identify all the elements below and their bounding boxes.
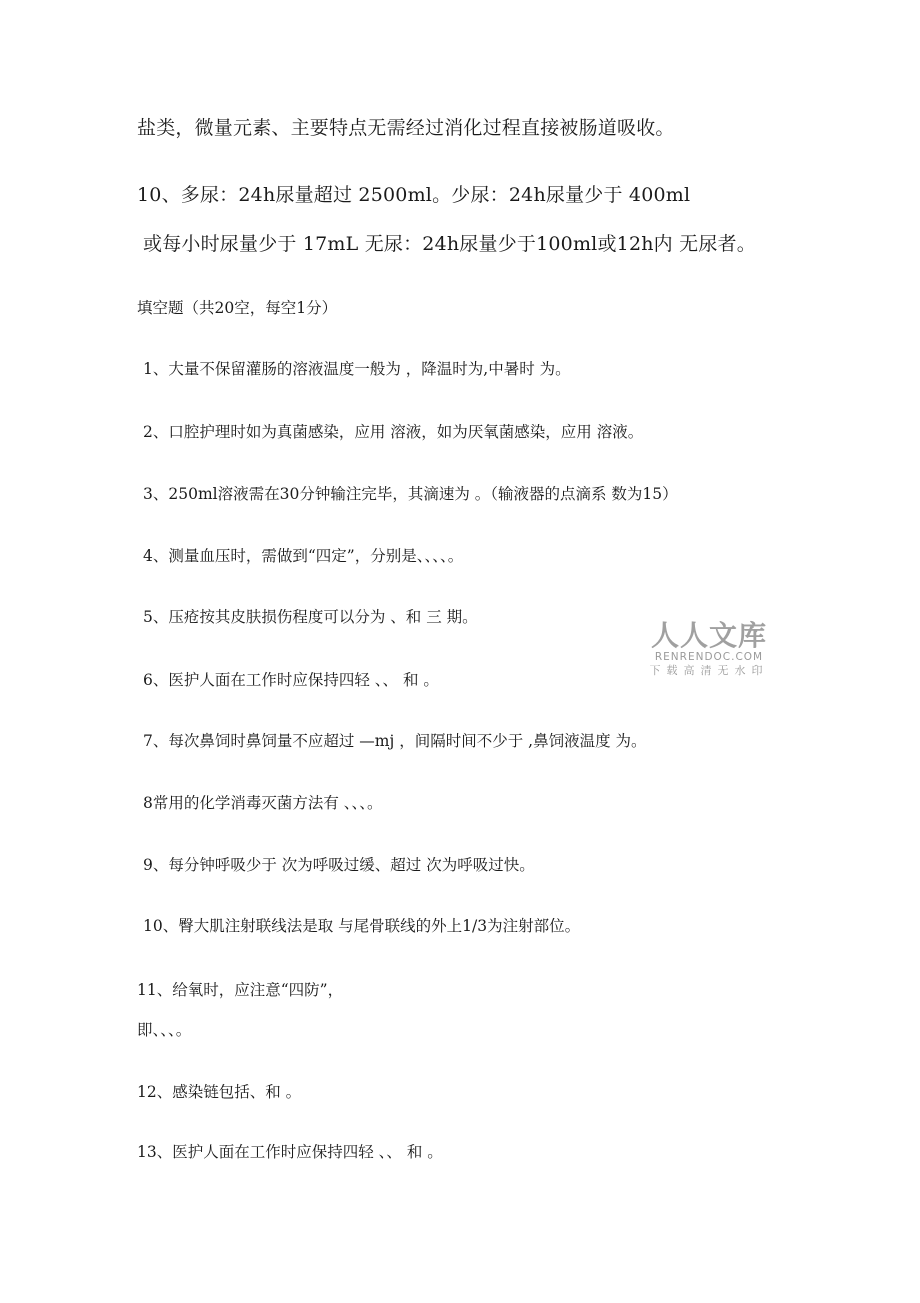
- text-line-salts: 盐类，微量元素、主要特点无需经过消化过程直接被肠道吸收。: [137, 117, 675, 139]
- question-11: 11、给氧时，应注意“四防”，: [137, 981, 344, 999]
- question-7: 7、每次鼻饲时鼻饲量不应超过 —mj ，间隔时间不少于 ,鼻饲液温度 为。: [143, 732, 647, 750]
- watermark-subtitle: 下载高清无水印: [649, 663, 769, 677]
- watermark-logo: [646, 619, 772, 677]
- question-3: 3、250ml溶液需在30分钟输注完毕，其滴速为 。（输液器的点滴系 数为15）: [143, 485, 678, 503]
- question-11-continuation: 即、、、。: [137, 1021, 192, 1039]
- question-1: 1、大量不保留灌肠的溶液温度一般为 ，降温时为,中暑时 为。: [143, 360, 571, 378]
- question-12: 12、感染链包括、和 。: [137, 1083, 302, 1101]
- question-8: 8常用的化学消毒灭菌方法有 、、、。: [143, 794, 383, 812]
- question-10: 10、臀大肌注射联线法是取 与尾骨联线的外上1/3为注射部位。: [143, 917, 581, 935]
- text-line-urine-volume: 10、多尿：24h尿量超过 2500ml。少尿：24h尿量少于 400ml: [137, 184, 691, 206]
- question-9: 9、每分钟呼吸少于 次为呼吸过缓、超过 次为呼吸过快。: [143, 856, 535, 874]
- watermark-url: RENRENDOC.COM: [654, 651, 764, 663]
- question-2: 2、口腔护理时如为真菌感染，应用 溶液，如为厌氧菌感染，应用 溶液。: [143, 423, 644, 441]
- question-5: 5、压疮按其皮肤损伤程度可以分为 、和 三 期。: [143, 608, 478, 626]
- watermark-title: 人人文库: [650, 619, 767, 652]
- question-4: 4、测量血压时，需做到“四定”，分别是、、、、。: [143, 547, 464, 565]
- question-13: 13、医护人面在工作时应保持四轻 、、 和 。: [137, 1143, 443, 1161]
- text-line-urine-volume-cont: 或每小时尿量少于 17mL 无尿：24h尿量少于100ml或12h内 无尿者。: [143, 233, 756, 255]
- question-6: 6、医护人面在工作时应保持四轻 、、 和 。: [143, 671, 439, 689]
- section-heading-fill-blank: 填空题（共20空，每空1分）: [137, 299, 338, 317]
